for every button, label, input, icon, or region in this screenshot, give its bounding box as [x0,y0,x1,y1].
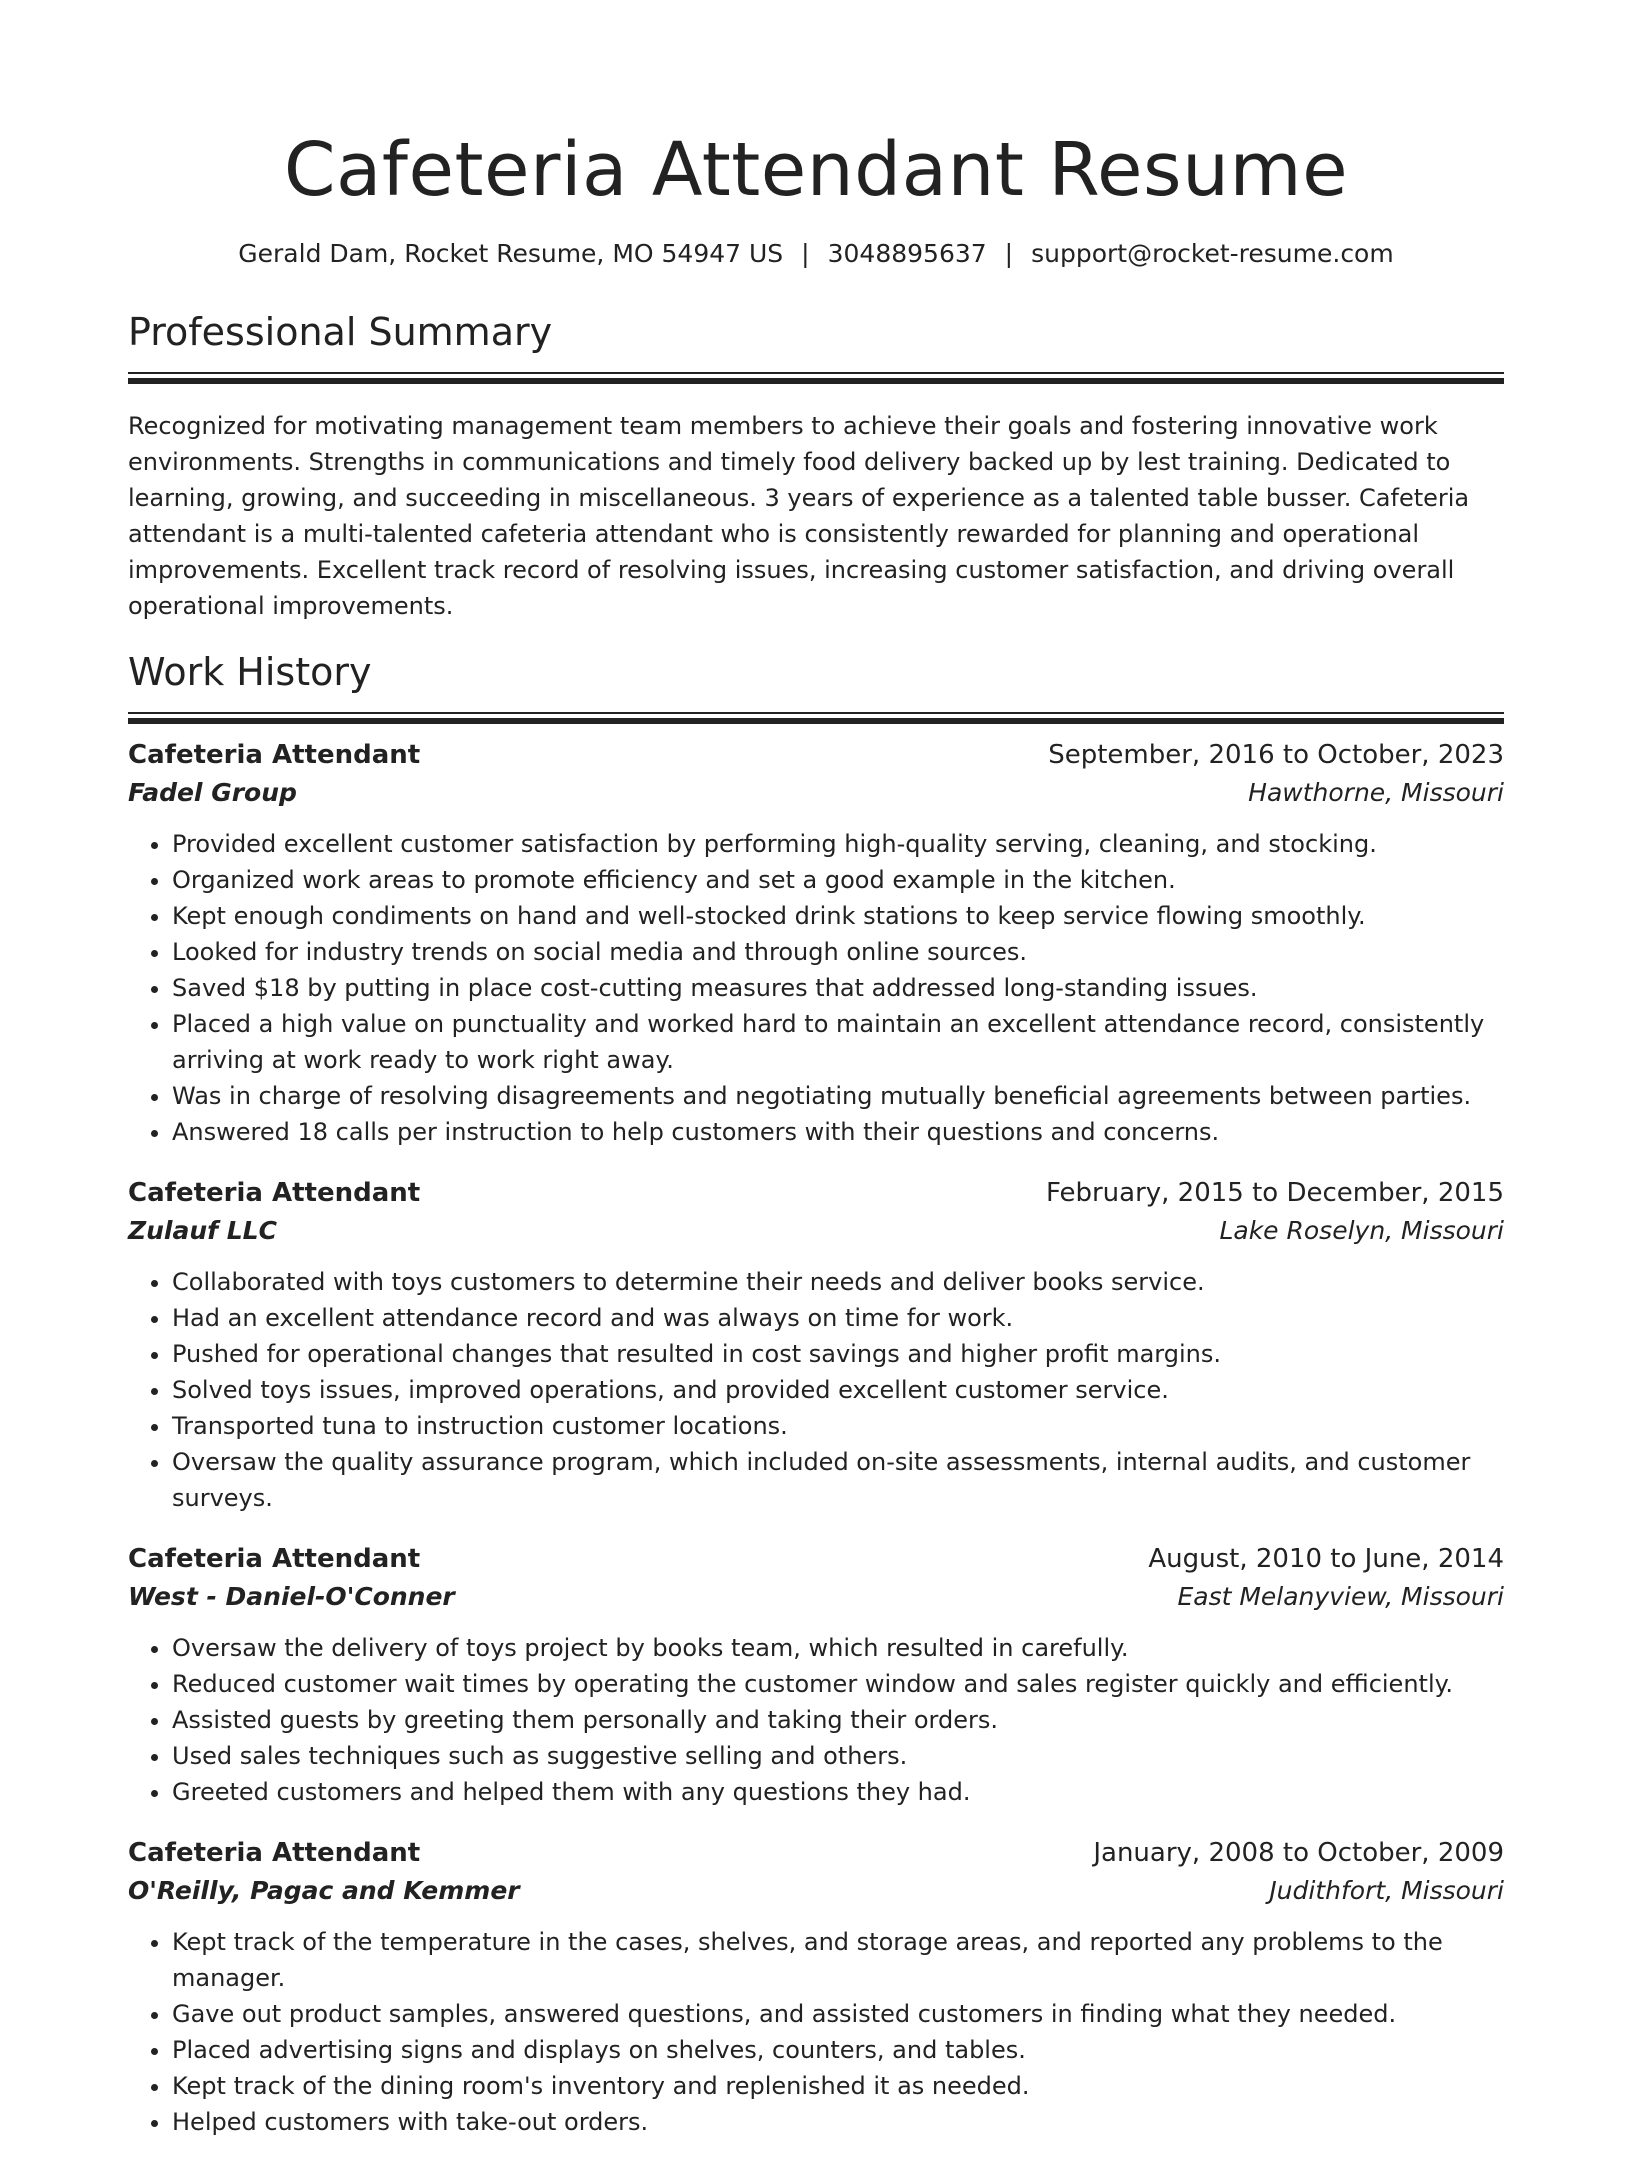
contact-line [128,238,1504,270]
job-bullet: • Oversaw the delivery of toys project by books team, which resulted in carefully. [172,1630,1504,1666]
job-title: Cafeteria Attendant [128,1178,421,1208]
job-company: O'Reilly, Pagac and Kemmer [128,1876,520,1905]
job-bullet: • Placed a high value on punctuality and worked hard to maintain an excellent attendance record, consistently arriving at work ready to work right away. [172,1006,1504,1078]
contact-address: Gerald Dam, Rocket Resume, MO 54947 US [238,239,784,268]
job-bullet: • Provided excellent customer satisfaction by performing high-quality serving, cleaning, and stocking. [172,826,1504,862]
job-dates: August, 2010 to June, 2014 [1148,1544,1504,1574]
job-bullet: • Kept track of the dining room's inventory and replenished it as needed. [172,2068,1504,2104]
contact-phone: 3048895637 [827,239,987,268]
job-bullet: • Had an excellent attendance record and was always on time for work. [172,1300,1504,1336]
job-location: Judithfort, Missouri [1269,1876,1504,1905]
job-location: Lake Roselyn, Missouri [1219,1216,1504,1245]
section-divider [128,712,1504,714]
job-entry [128,1834,1504,2140]
job-bullet: • Pushed for operational changes that resulted in cost savings and higher profit margins. [172,1336,1504,1372]
job-bullet: • Assisted guests by greeting them personally and taking their orders. [172,1702,1504,1738]
job-bullet: • Collaborated with toys customers to determine their needs and deliver books service. [172,1264,1504,1300]
resume-page [128,0,1504,2164]
section-divider [128,372,1504,374]
job-bullet: • Answered 18 calls per instruction to help customers with their questions and concerns. [172,1114,1504,1150]
job-title: Cafeteria Attendant [128,740,421,770]
job-bullet-list [128,1264,1504,1516]
page-title: Cafeteria Attendant Resume [283,127,1349,213]
job-bullet: • Was in charge of resolving disagreements and negotiating mutually beneficial agreements between parties. [172,1078,1504,1114]
job-company: Fadel Group [128,778,297,807]
job-dates: January, 2008 to October, 2009 [1093,1838,1504,1868]
job-bullet: • Kept track of the temperature in the cases, shelves, and storage areas, and reported any problems to the manager. [172,1924,1504,1996]
job-bullet: • Transported tuna to instruction customer locations. [172,1408,1504,1444]
professional-summary-section [128,308,1504,624]
job-entry [128,1174,1504,1516]
job-title: Cafeteria Attendant [128,1544,421,1574]
job-list [128,736,1504,2140]
summary-text: Recognized for motivating management team members to achieve their goals and fostering innovative work environments. Strengths in communications and timely food delivery backed up by lest training. Dedicated to learning, growing, and succeeding in miscellaneous. 3 years of experience as a talented table busser. Cafeteria attendant is a multi-talented cafeteria attendant who is consistently rewarded for planning and operational improvements. Excellent track record of resolving issues, increasing customer satisfaction, and driving overall operational improvements. [128,412,1470,620]
section-heading-summary: Professional Summary [128,310,553,354]
job-bullet: • Solved toys issues, improved operations, and provided excellent customer service. [172,1372,1504,1408]
job-bullet: • Reduced customer wait times by operating the customer window and sales register quickly and efficiently. [172,1666,1504,1702]
job-bullet-list [128,1630,1504,1810]
job-dates: February, 2015 to December, 2015 [1045,1178,1504,1208]
job-company: West - Daniel-O'Conner [128,1582,455,1611]
job-bullet: • Used sales techniques such as suggestive selling and others. [172,1738,1504,1774]
job-bullet: • Looked for industry trends on social media and through online sources. [172,934,1504,970]
job-bullet: • Organized work areas to promote efficiency and set a good example in the kitchen. [172,862,1504,898]
section-heading-work: Work History [128,650,372,694]
contact-separator: | [1004,239,1014,268]
job-location: East Melanyview, Missouri [1177,1582,1504,1611]
work-history-section [128,648,1504,2140]
job-bullet: • Saved $18 by putting in place cost-cutting measures that addressed long-standing issues. [172,970,1504,1006]
job-bullet: • Placed advertising signs and displays on shelves, counters, and tables. [172,2032,1504,2068]
contact-email[interactable]: support@rocket-resume.com [1031,239,1394,268]
job-company: Zulauf LLC [128,1216,277,1245]
job-bullet: • Kept enough condiments on hand and well-stocked drink stations to keep service flowing smoothly. [172,898,1504,934]
job-dates: September, 2016 to October, 2023 [1048,740,1504,770]
job-entry [128,736,1504,1150]
job-bullet-list [128,1924,1504,2140]
job-entry [128,1540,1504,1810]
job-bullet: • Helped customers with take-out orders. [172,2104,1504,2140]
job-bullet: • Greeted customers and helped them with any questions they had. [172,1774,1504,1810]
job-bullet-list [128,826,1504,1150]
job-bullet: • Gave out product samples, answered questions, and assisted customers in finding what they needed. [172,1996,1504,2032]
job-bullet: • Oversaw the quality assurance program, which included on-site assessments, internal audits, and customer surveys. [172,1444,1504,1516]
contact-separator: | [801,239,810,268]
job-location: Hawthorne, Missouri [1248,778,1504,807]
job-title: Cafeteria Attendant [128,1838,421,1868]
